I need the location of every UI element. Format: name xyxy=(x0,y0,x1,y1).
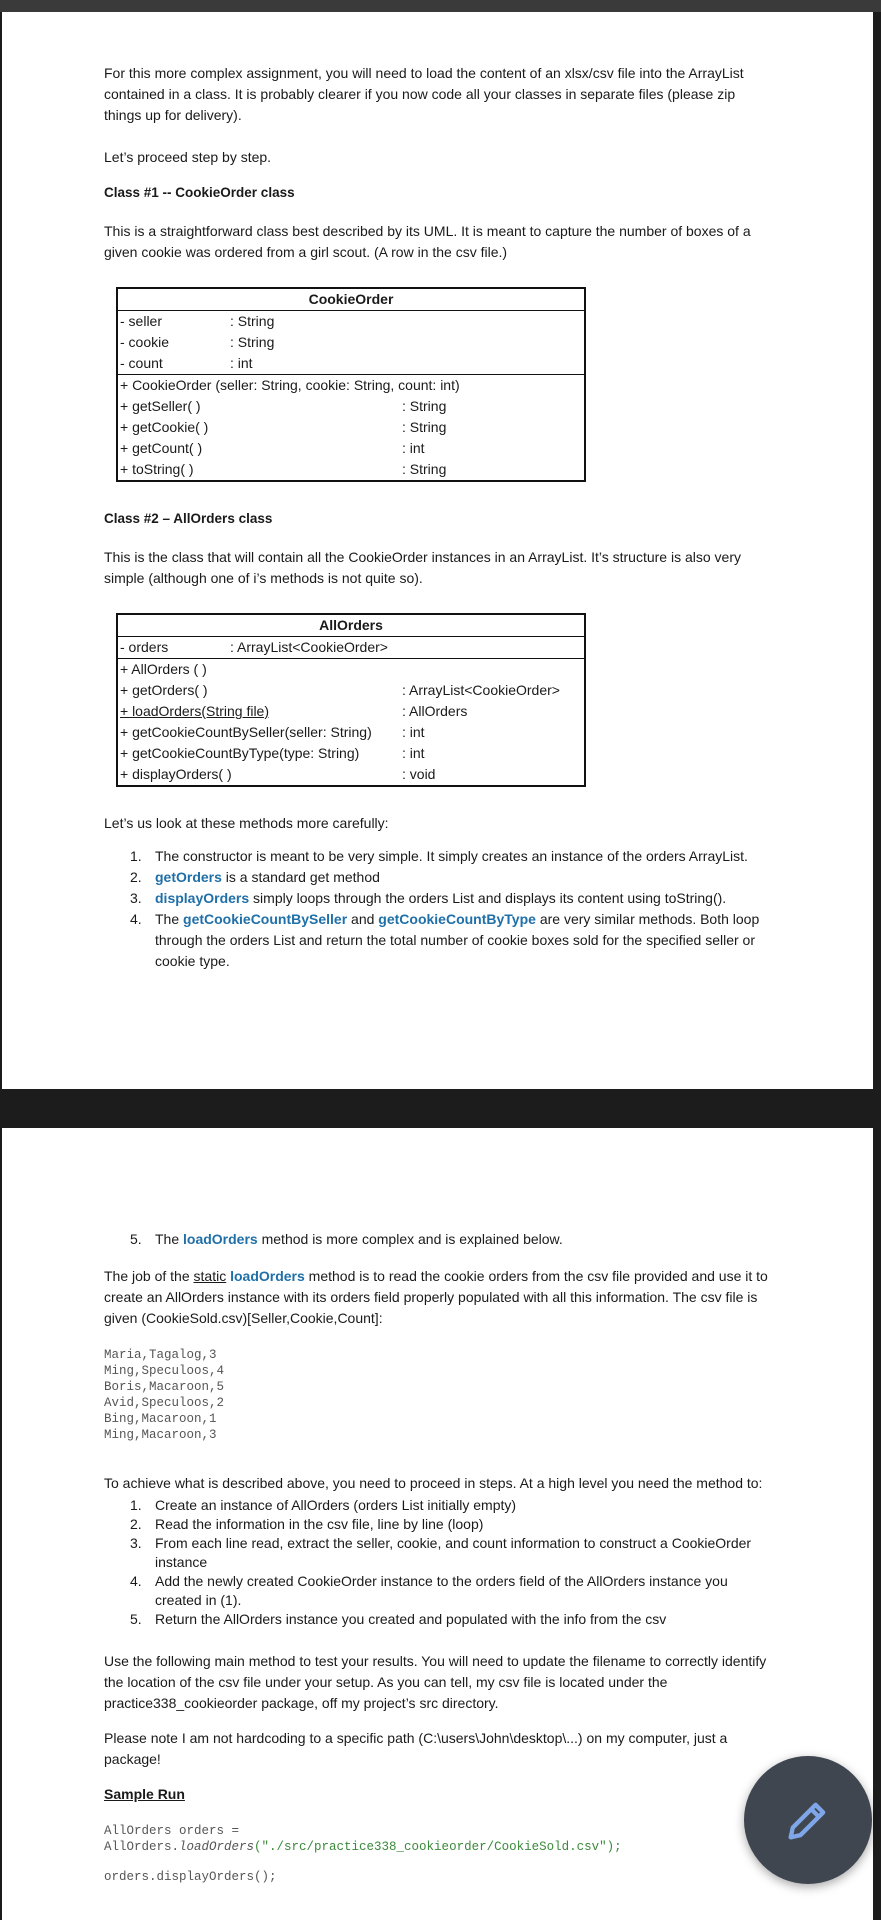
field-name: - orders xyxy=(120,639,169,655)
uml-allorders-fields xyxy=(118,637,584,659)
uml-method-row xyxy=(118,722,584,743)
list-text: are very similar methods. Both loop through the orders List and return the total number of cookie boxes sold for the specified seller or cookie type. xyxy=(155,911,760,969)
main-method-paragraph: Use the following main method to test your results. You will need to update the filename to correctly identify the location of the csv file under your setup. As you can tell, my csv file is located under the practice338_cookieorder package, off my project’s src directory. xyxy=(104,1653,767,1711)
list-item xyxy=(104,909,774,972)
list-text: simply loops through the orders List and displays its content using toString(). xyxy=(249,890,727,906)
list-item xyxy=(104,888,774,909)
list-text: Add the newly created CookieOrder instance to the orders field of the AllOrders instance you created in (1). xyxy=(155,1573,728,1608)
job-paragraph xyxy=(104,1266,774,1329)
uml-method-row xyxy=(118,764,584,785)
list-text: and xyxy=(347,911,379,927)
uml-cookieorder-fields xyxy=(118,311,584,375)
method-name: + getSeller( ) xyxy=(120,398,201,414)
method-name: + getCookieCountBySeller(seller: String) xyxy=(120,724,372,740)
uml-method-row xyxy=(118,680,584,701)
method-name: + getCookieCountByType(type: String) xyxy=(120,745,360,761)
list-text: Create an instance of AllOrders (orders List initially empty) xyxy=(155,1497,517,1513)
method-name: + toString( ) xyxy=(120,461,194,477)
top-bar xyxy=(0,0,881,12)
list-number: 5. xyxy=(130,1231,142,1247)
keyword-loadorders: loadOrders xyxy=(183,1231,258,1247)
code-line xyxy=(104,1839,774,1855)
list-text: method is more complex and is explained below. xyxy=(257,1231,563,1247)
list-item xyxy=(104,1610,774,1629)
page1-content xyxy=(104,63,774,972)
list-text: is a standard get method xyxy=(221,869,380,885)
uml-method-row xyxy=(118,659,584,680)
keyword-getorders: getOrders xyxy=(155,869,222,885)
list-number: 5. xyxy=(130,1611,142,1627)
paragraph-text: method is to read the cookie orders from the csv file provided and use it to create an AllOrders instance with its orders field properly populated with all this information. The csv file is given (CookieSold.csv)[Seller,Cookie,Count]: xyxy=(104,1268,768,1326)
list-item xyxy=(104,867,774,888)
method-type: : ArrayList<CookieOrder> xyxy=(402,682,560,698)
uml-allorders-methods xyxy=(118,659,584,785)
list-text: Read the information in the csv file, line by line (loop) xyxy=(155,1516,484,1532)
uml-cookieorder-methods xyxy=(118,375,584,480)
list-number: 2. xyxy=(130,1516,142,1532)
uml-method-row xyxy=(118,438,584,459)
class2-heading: Class #2 – AllOrders class xyxy=(104,511,273,526)
method-name: + displayOrders( ) xyxy=(120,766,232,782)
list-item xyxy=(104,1534,774,1572)
method-name: + getOrders( ) xyxy=(120,682,208,698)
uml-method-row xyxy=(118,459,584,480)
method-type: : AllOrders xyxy=(402,703,468,719)
method-name: + getCookie( ) xyxy=(120,419,209,435)
methods-intro: Let’s us look at these methods more carefully: xyxy=(104,815,389,831)
uml-field-row xyxy=(118,353,584,374)
field-name: - cookie xyxy=(120,334,170,350)
note-paragraph: Please note I am not hardcoding to a specific path (C:\users\John\desktop\...) on my computer, just a package! xyxy=(104,1730,728,1767)
sample-run-heading: Sample Run xyxy=(104,1786,185,1802)
keyword-displayorders: displayOrders xyxy=(155,890,250,906)
list-item xyxy=(104,1229,774,1250)
pencil-icon xyxy=(782,1794,834,1846)
method-type: : void xyxy=(402,766,436,782)
uml-field-row xyxy=(118,637,584,658)
static-underline: static xyxy=(193,1268,227,1284)
field-name: - seller xyxy=(120,313,163,329)
list-text: The xyxy=(155,911,184,927)
methods-list xyxy=(104,846,774,972)
intro-paragraph: For this more complex assignment, you will need to load the content of an xlsx/csv file into the ArrayList contained in a class. It is probably clearer if you now code all your classes in separate files (please zip things up for delivery). xyxy=(104,65,744,123)
list-number: 1. xyxy=(130,1497,142,1513)
page2-content xyxy=(104,1229,774,1885)
method-name: + AllOrders ( ) xyxy=(120,661,207,677)
list-item xyxy=(104,1515,774,1534)
list-item xyxy=(104,1572,774,1610)
list-text: The xyxy=(155,1231,184,1247)
keyword-getcookiecountbytype: getCookieCountByType xyxy=(378,911,536,927)
method-name: + CookieOrder (seller: String, cookie: String, count: int) xyxy=(120,377,460,393)
class1-heading: Class #1 -- CookieOrder class xyxy=(104,185,295,200)
document-page-2 xyxy=(2,1128,873,1920)
csv-line: Ming,Macaroon,3 xyxy=(104,1428,217,1442)
code-text: AllOrders. xyxy=(104,1840,180,1854)
list-number: 2. xyxy=(130,869,142,885)
code-line: orders.displayOrders(); xyxy=(104,1870,277,1884)
uml-method-row xyxy=(118,396,584,417)
code-method: loadOrders xyxy=(179,1840,255,1854)
field-type: : String xyxy=(230,313,275,329)
list-number: 4. xyxy=(130,911,142,927)
uml-field-row xyxy=(118,332,584,353)
method-type: : int xyxy=(402,745,425,761)
uml-field-row xyxy=(118,311,584,332)
list-item xyxy=(104,846,774,867)
list-number: 3. xyxy=(130,1535,142,1551)
uml-cookieorder xyxy=(116,287,586,482)
step-paragraph: Let’s proceed step by step. xyxy=(104,149,272,165)
method-type: : int xyxy=(402,440,425,456)
achieve-paragraph: To achieve what is described above, you need to proceed in steps. At a high level you need the method to: xyxy=(104,1475,763,1491)
list-number: 4. xyxy=(130,1573,142,1589)
uml-method-row xyxy=(118,417,584,438)
list-number: 1. xyxy=(130,848,142,864)
list-number: 3. xyxy=(130,890,142,906)
class2-description: This is the class that will contain all the CookieOrder instances in an ArrayList. It’s structure is also very simple (although one of i’s methods is not quite so). xyxy=(104,549,742,586)
method-type: : String xyxy=(402,419,447,435)
edit-fab-button[interactable] xyxy=(744,1756,872,1884)
document-page-1 xyxy=(2,12,873,1089)
list-text: From each line read, extract the seller, cookie, and count information to construct a CookieOrder instance xyxy=(155,1535,752,1570)
class1-description: This is a straightforward class best described by its UML. It is meant to capture the number of boxes of a given cookie was ordered from a girl scout. (A row in the csv file.) xyxy=(104,223,751,260)
load-orders-item xyxy=(104,1229,774,1250)
method-type: : int xyxy=(402,724,425,740)
keyword-getcookiecountbyseller: getCookieCountBySeller xyxy=(183,911,348,927)
csv-line: Ming,Speculoos,4 xyxy=(104,1364,225,1378)
field-name: - count xyxy=(120,355,163,371)
paragraph-text: The job of the xyxy=(104,1268,194,1284)
list-item xyxy=(104,1496,774,1515)
method-name: + loadOrders(String file) xyxy=(120,703,270,719)
field-type: : ArrayList<CookieOrder> xyxy=(230,639,388,655)
field-type: : int xyxy=(230,355,253,371)
csv-line: Bing,Macaroon,1 xyxy=(104,1412,217,1426)
code-block xyxy=(104,1823,774,1885)
uml-method-row xyxy=(118,743,584,764)
uml-allorders xyxy=(116,613,586,787)
field-type: : String xyxy=(230,334,275,350)
uml-cookieorder-title: CookieOrder xyxy=(118,289,584,311)
csv-line: Avid,Speculoos,2 xyxy=(104,1396,225,1410)
steps-list xyxy=(104,1496,774,1629)
list-text: The constructor is meant to be very simple. It simply creates an instance of the orders ArrayList. xyxy=(155,848,748,864)
list-text: Return the AllOrders instance you created and populated with the info from the csv xyxy=(155,1611,667,1627)
method-type: : String xyxy=(402,398,447,414)
csv-block xyxy=(104,1347,774,1443)
uml-allorders-title: AllOrders xyxy=(118,615,584,637)
csv-line: Boris,Macaroon,5 xyxy=(104,1380,225,1394)
code-string: ("./src/practice338_cookieorder/CookieSold.csv"); xyxy=(254,1840,622,1854)
csv-line: Maria,Tagalog,3 xyxy=(104,1348,217,1362)
uml-method-row xyxy=(118,375,584,396)
code-line: AllOrders orders = xyxy=(104,1824,240,1838)
uml-method-row xyxy=(118,701,584,722)
method-name: + getCount( ) xyxy=(120,440,203,456)
method-type: : String xyxy=(402,461,447,477)
keyword-loadorders: loadOrders xyxy=(230,1268,305,1284)
